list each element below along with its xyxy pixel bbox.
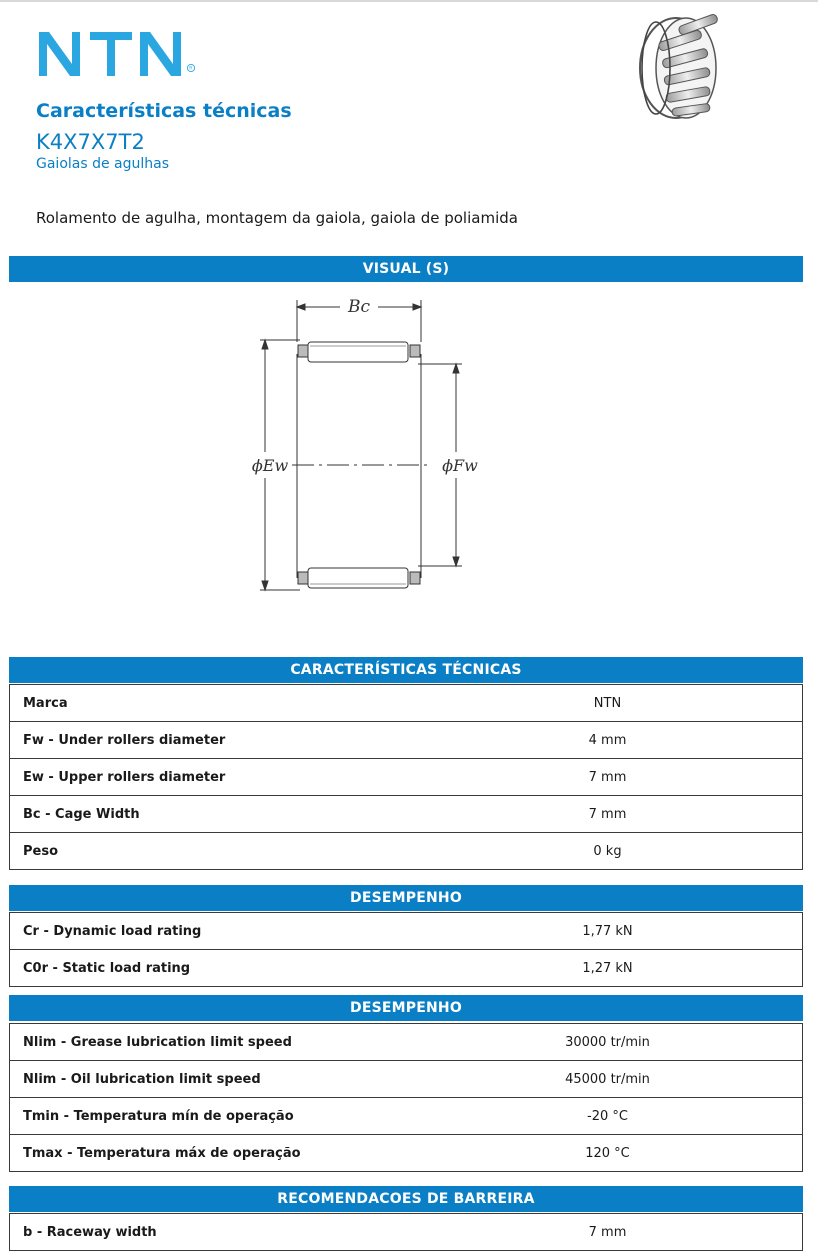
spec-value: 1,77 kN <box>413 913 803 950</box>
ntn-logo <box>36 24 200 84</box>
spec-value: NTN <box>413 685 803 722</box>
spec-label: Tmax - Temperatura máx de operação <box>10 1135 414 1172</box>
table-row <box>10 796 803 833</box>
spec-label: Bc - Cage Width <box>10 796 414 833</box>
tech-specs-table <box>9 684 803 870</box>
needle-cage-bearing-image <box>628 6 728 126</box>
spec-value: 1,27 kN <box>413 950 803 987</box>
page-title: Características técnicas <box>36 100 292 122</box>
spec-label: Nlim - Grease lubrication limit speed <box>10 1024 414 1061</box>
spec-value: 7 mm <box>413 759 803 796</box>
barrier-recommendations-section-header: RECOMENDACOES DE BARREIRA <box>9 1186 803 1212</box>
spec-label: Cr - Dynamic load rating <box>10 913 414 950</box>
table-row <box>10 1098 803 1135</box>
spec-value: 30000 tr/min <box>413 1024 803 1061</box>
table-row <box>10 1214 803 1251</box>
spec-label: b - Raceway width <box>10 1214 414 1251</box>
speed-temperature-table <box>9 1023 803 1172</box>
table-row <box>10 759 803 796</box>
product-description: Rolamento de agulha, montagem da gaiola, gaiola de poliamida <box>36 209 518 227</box>
svg-text:R: R <box>189 66 193 72</box>
spec-label: Nlim - Oil lubrication limit speed <box>10 1061 414 1098</box>
performance-speed-section-header: DESEMPENHO <box>9 995 803 1021</box>
visual-section-header: VISUAL (S) <box>9 256 803 282</box>
table-row <box>10 722 803 759</box>
table-row <box>10 913 803 950</box>
top-divider <box>0 0 818 2</box>
ew-dimension-label: ϕEw <box>251 456 289 475</box>
spec-value: 7 mm <box>413 1214 803 1251</box>
spec-label: Ew - Upper rollers diameter <box>10 759 414 796</box>
spec-label: Fw - Under rollers diameter <box>10 722 414 759</box>
table-row <box>10 833 803 870</box>
product-family: Gaiolas de agulhas <box>36 156 170 172</box>
tech-specs-section-header: CARACTERÍSTICAS TÉCNICAS <box>9 657 803 683</box>
raceway-table <box>9 1213 803 1251</box>
product-reference: K4X7X7T2 <box>36 130 145 154</box>
spec-value: 120 °C <box>413 1135 803 1172</box>
table-row <box>10 1061 803 1098</box>
fw-dimension-label: ϕFw <box>442 456 478 475</box>
bc-dimension-label: Bc <box>347 297 371 317</box>
bearing-cross-section-drawing <box>240 292 500 602</box>
spec-label: Peso <box>10 833 414 870</box>
load-rating-table <box>9 912 803 987</box>
spec-value: 7 mm <box>413 796 803 833</box>
spec-label: C0r - Static load rating <box>10 950 414 987</box>
spec-value: 4 mm <box>413 722 803 759</box>
spec-value: 45000 tr/min <box>413 1061 803 1098</box>
spec-value: -20 °C <box>413 1098 803 1135</box>
performance-section-header: DESEMPENHO <box>9 885 803 911</box>
spec-label: Marca <box>10 685 414 722</box>
table-row <box>10 685 803 722</box>
table-row <box>10 1135 803 1172</box>
spec-value: 0 kg <box>413 833 803 870</box>
table-row <box>10 950 803 987</box>
table-row <box>10 1024 803 1061</box>
spec-label: Tmin - Temperatura mín de operação <box>10 1098 414 1135</box>
